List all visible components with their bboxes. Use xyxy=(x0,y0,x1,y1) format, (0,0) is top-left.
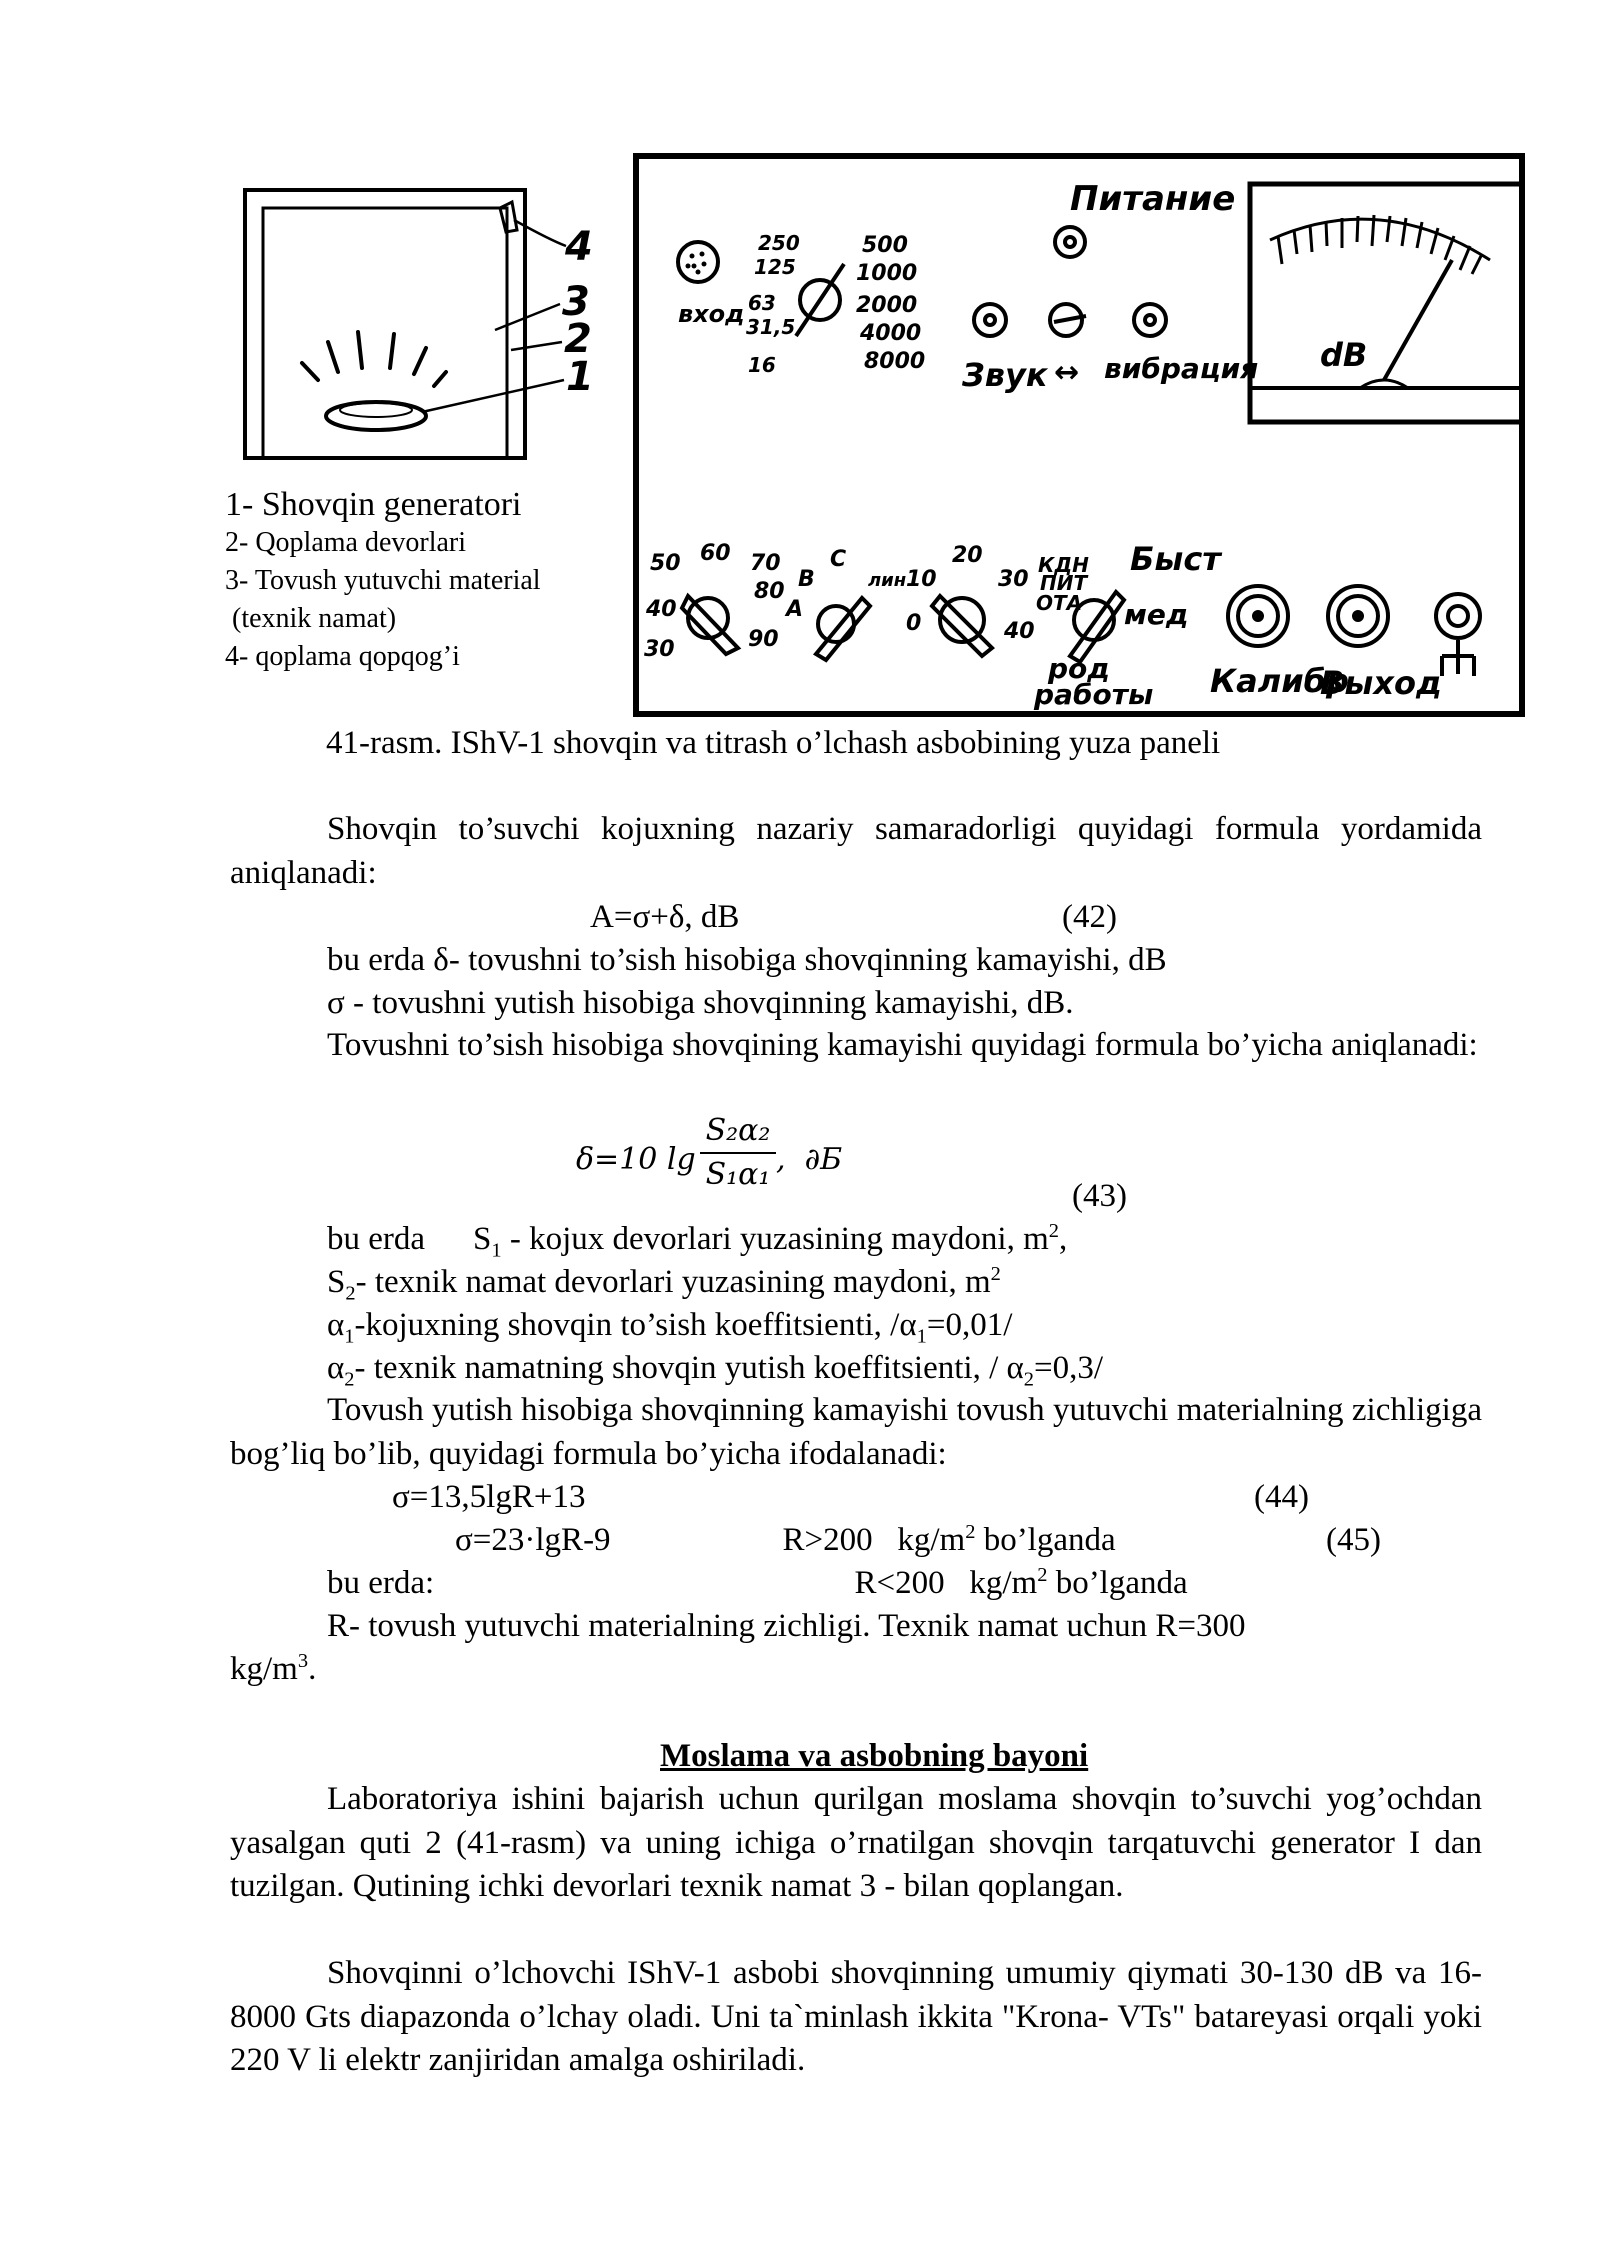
legend-item-4: 4- qoplama qopqog’i xyxy=(225,641,460,672)
mode-label-2: работы xyxy=(1034,678,1154,711)
arrow-symbol: ↔ xyxy=(1054,355,1080,390)
power-label: Питание xyxy=(1070,179,1236,219)
svg-text:500: 500 xyxy=(862,233,908,258)
formula-43-unit: , ∂Б xyxy=(776,1142,843,1177)
equation-number-43: (43) xyxy=(1072,1178,1127,1214)
callout-3: 3 xyxy=(562,279,590,325)
figure-caption: 41-rasm. IShV-1 shovqin va titrash o’lchash asbobining yuza paneli xyxy=(326,725,1221,761)
equation-number-45: (45) xyxy=(1326,1522,1381,1558)
callout-4: 4 xyxy=(565,224,593,270)
sound-rays xyxy=(302,332,446,386)
meter-unit-label: dB xyxy=(1320,336,1368,374)
output-jack[interactable] xyxy=(1328,586,1388,646)
frequency-selector-knob[interactable] xyxy=(796,264,844,336)
power-indicator xyxy=(1055,227,1085,257)
svg-text:10: 10 xyxy=(906,567,937,592)
svg-text:2000: 2000 xyxy=(856,293,918,318)
svg-text:КДН: КДН xyxy=(1038,553,1089,577)
formula-44: σ=13,5lgR+13 xyxy=(392,1479,586,1515)
ground-terminal[interactable] xyxy=(1436,594,1480,676)
leader-lines xyxy=(422,220,566,412)
formula-43-numerator: S₂α₂ xyxy=(705,1113,771,1148)
filter-labels xyxy=(784,543,1035,644)
callout-numbers xyxy=(562,224,594,400)
legend-item-2: 2- Qoplama devorlari xyxy=(225,527,467,558)
paragraph-setup-description: Laboratoriya ishini bajarish uchun qurilgan moslama shovqin to’suvchi yog’ochdan yasalgan quti 2 (41-rasm) va uning ichiga o’rnatilgan shovqin tarqatuvchi generator I dan tuzilgan. Qutining ichki devorlari texnik namat 3 - bilan qoplangan. xyxy=(230,1781,1482,1904)
meter-needle xyxy=(1384,260,1452,380)
definition-delta: bu erda δ- tovushni to’sish hisobiga shovqinning kamayishi, dB xyxy=(327,942,1167,978)
sound-jack[interactable] xyxy=(974,304,1006,336)
definition-alpha1: $\alpha_1$-kojuxning shovqin to’sish koeffitsienti, $/\alpha_1=0,01/$ xyxy=(327,1307,1013,1348)
svg-text:63: 63 xyxy=(748,291,776,315)
definition-r-line2: $kg/m^3$. xyxy=(230,1650,317,1687)
input-socket xyxy=(678,242,718,282)
legend-item-1: 1- Shovqin generatori xyxy=(225,486,522,523)
svg-text:8000: 8000 xyxy=(864,349,926,374)
svg-text:20: 20 xyxy=(952,543,983,568)
svg-text:лин: лин xyxy=(868,570,907,591)
freq-labels-left xyxy=(746,231,800,377)
noise-generator-top xyxy=(340,403,412,417)
fast-label: Быст xyxy=(1130,540,1221,578)
condition-45: R<200 $kg/m^2$ bo’lganda xyxy=(854,1564,1188,1601)
svg-text:31,5: 31,5 xyxy=(746,315,796,339)
definition-r-line1: R- tovush yutuvchi materialning zichligi. Texnik namat uchun R=300 xyxy=(327,1608,1246,1644)
instrument-panel xyxy=(630,150,1530,720)
svg-text:ОТА: ОТА xyxy=(1036,591,1083,615)
svg-text:60: 60 xyxy=(700,541,731,566)
svg-text:50: 50 xyxy=(650,551,681,576)
paragraph-absorption-intro: Tovush yutish hisobiga shovqinning kamayishi tovush yutuvchi materialning zichligiga bog’liq bo’lib, quyidagi formula bo’yicha ifodalanadi: xyxy=(230,1392,1482,1472)
sound-label: Звук xyxy=(962,356,1048,394)
where-label: bu erda: xyxy=(327,1565,435,1601)
svg-text:4000: 4000 xyxy=(860,321,922,346)
fraction-bar xyxy=(700,1152,776,1154)
svg-text:40: 40 xyxy=(1004,619,1035,644)
svg-text:A: A xyxy=(786,597,804,622)
weighting-knob[interactable] xyxy=(816,598,870,660)
vibration-label: вибрация xyxy=(1104,352,1259,385)
slow-label: мед xyxy=(1124,598,1189,631)
db-meter xyxy=(1250,184,1522,422)
callout-1: 1 xyxy=(566,354,594,400)
equation-number-44: (44) xyxy=(1254,1479,1309,1515)
figure-legend xyxy=(225,486,541,676)
vibration-jack[interactable] xyxy=(1134,304,1166,336)
svg-text:16: 16 xyxy=(748,353,776,377)
section-heading: Moslama va asbobning bayoni xyxy=(660,1738,1089,1774)
formula-42: A=σ+δ, dB xyxy=(590,899,740,935)
equation-number-42: (42) xyxy=(1062,899,1117,935)
svg-text:30: 30 xyxy=(998,567,1029,592)
svg-text:90: 90 xyxy=(748,627,779,652)
svg-text:125: 125 xyxy=(754,255,796,279)
calibration-label: Калибр xyxy=(1210,662,1349,700)
formula-43-fraction xyxy=(700,1112,776,1194)
freq-labels-right xyxy=(856,233,925,374)
input-label: вход xyxy=(678,300,745,328)
mode-toggle[interactable] xyxy=(1050,304,1086,336)
formula-43-lhs: δ=10 lg xyxy=(576,1142,696,1177)
output-label: Выход xyxy=(1320,664,1442,702)
paragraph-delta-intro: Tovushni to’sish hisobiga shovqining kamayishi quyidagi formula bo’yicha aniqlanadi: xyxy=(327,1027,1478,1063)
svg-text:0: 0 xyxy=(906,611,922,636)
legend-item-3-cont: (texnik namat) xyxy=(225,603,397,634)
calibration-jack[interactable] xyxy=(1228,586,1288,646)
meter-ticks xyxy=(1278,215,1482,274)
definition-s1: bu erda $S_1$ - kojux devorlari yuzasining maydoni, $m^2$, xyxy=(327,1220,1068,1262)
paragraph-instrument-description: Shovqinni o’lchovchi IShV-1 asbobi shovqinning umumiy qiymati 30-130 dB va 16-8000 Gts diapazonda o’lchay oladi. Uni ta`minlash ikkita "Krona- VTs" batareyasi orqali yoki 220 V li elektr zanjiridan amalga oshiriladi. xyxy=(230,1955,1482,2078)
range-knob[interactable] xyxy=(682,596,738,654)
formula-43-denominator: S₁α₁ xyxy=(705,1157,771,1192)
callout-2: 2 xyxy=(564,316,592,362)
formula-45: σ=23·lgR-9 xyxy=(455,1522,611,1558)
svg-text:40: 40 xyxy=(646,597,677,622)
definition-alpha2: $\alpha_2-$ texnik namatning shovqin yutish koeffitsienti, / $\alpha_2=0,3/$ xyxy=(327,1350,1104,1391)
svg-text:B: B xyxy=(798,567,815,592)
svg-text:70: 70 xyxy=(750,551,781,576)
filter-knob[interactable] xyxy=(932,596,992,656)
definition-sigma: σ - tovushni yutish hisobiga shovqinning kamayishi, dB. xyxy=(327,985,1074,1021)
mode-label-1: род xyxy=(1048,652,1110,685)
figure-41 xyxy=(0,0,1600,761)
svg-text:C: C xyxy=(830,547,847,572)
definition-s2: $S_2-$ texnik namat devorlari yuzasining maydoni, $m^2$ xyxy=(327,1263,1001,1305)
legend-item-3: 3- Tovush yutuvchi material xyxy=(225,565,541,596)
svg-text:30: 30 xyxy=(644,637,675,662)
paragraph-formula-intro: Shovqin to’suvchi kojuxning nazariy samaradorligi quyidagi formula yordamida aniqlanadi: xyxy=(230,811,1482,891)
condition-44: R>200 $kg/m^2$ bo’lganda xyxy=(782,1521,1116,1558)
svg-text:250: 250 xyxy=(758,231,800,255)
box-outer-wall xyxy=(245,190,525,458)
svg-text:1000: 1000 xyxy=(856,261,918,286)
box-inner-wall xyxy=(263,208,507,458)
svg-text:ПИТ: ПИТ xyxy=(1040,571,1088,595)
enclosure-drawing xyxy=(230,180,630,470)
svg-text:80: 80 xyxy=(754,579,785,604)
formula-43 xyxy=(576,1112,876,1212)
